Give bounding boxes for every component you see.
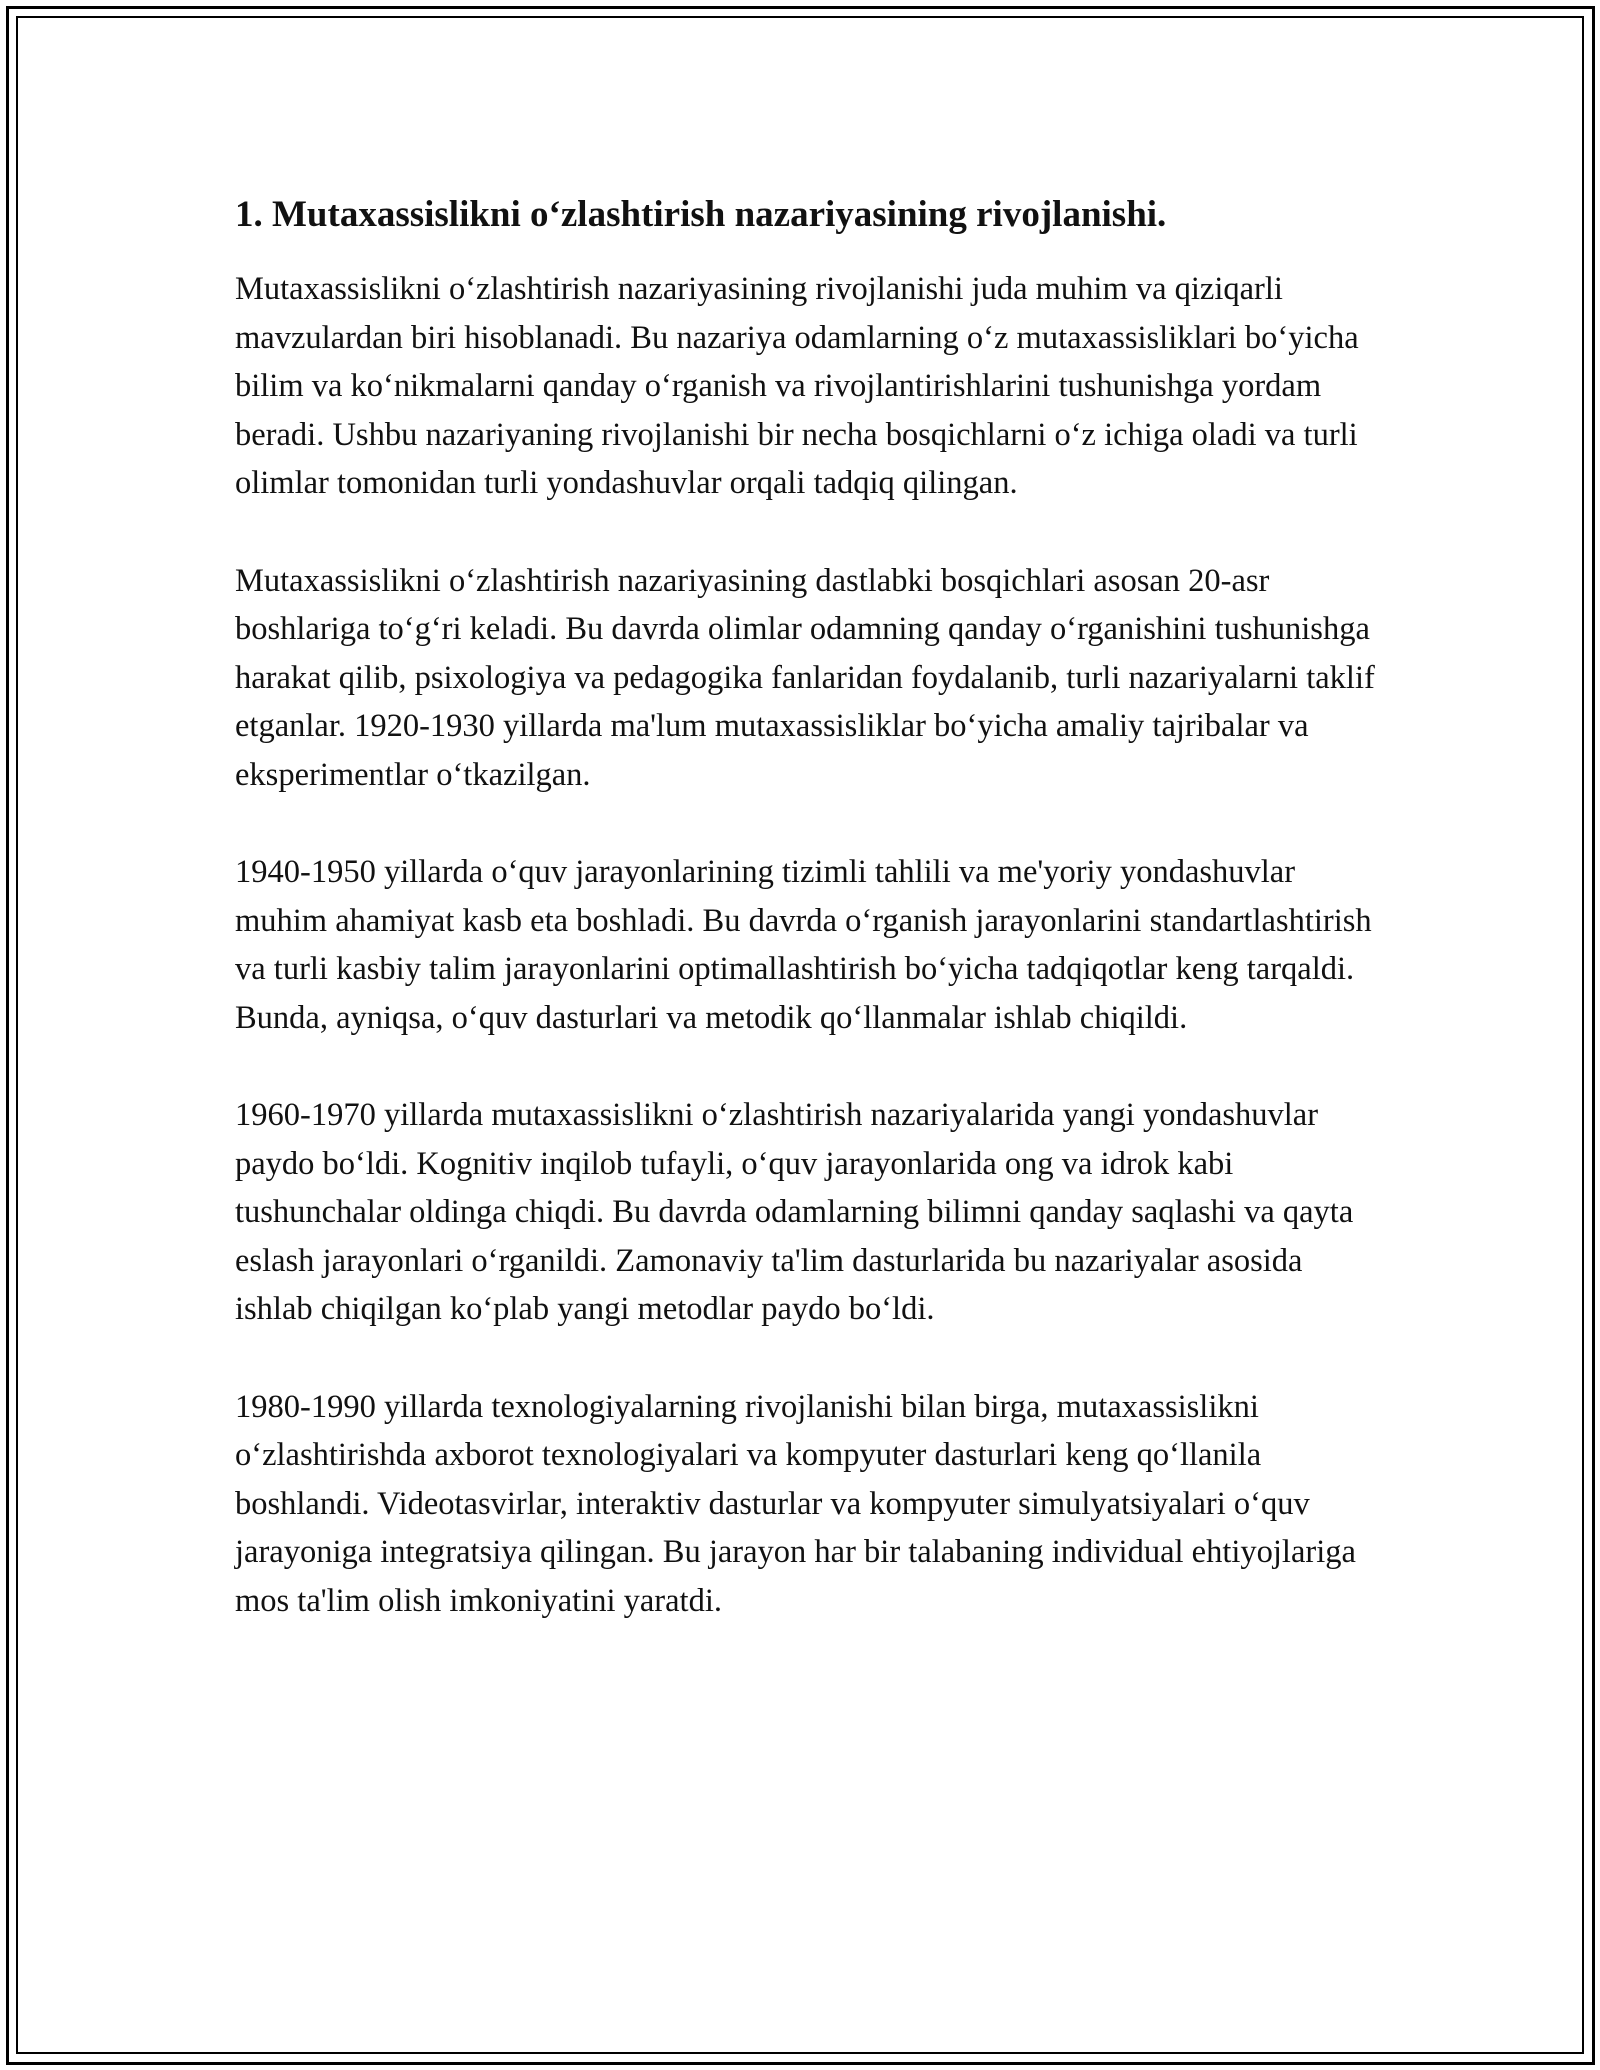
section-title: 1. Mutaxassislikni o‘zlashtirish nazariyasining rivojlanishi.: [235, 194, 1167, 235]
paragraph-1980-1990: 1980-1990 yillarda texnologiyalarning rivojlanishi bilan birga, mutaxassislikni o‘zlashtirishda axborot texnologiyalari va kompyuter dasturlari keng qo‘llanila boshlandi. Videotasvirlar, interaktiv dasturlar va kompyuter simulyatsiyalari o‘quv jarayoniga integratsiya qilingan. Bu jarayon har bir talabaning individual ehtiyojlariga mos ta'lim olish imkoniyatini yaratdi.: [235, 1388, 1356, 1620]
paragraph-1960-1970: 1960-1970 yillarda mutaxassislikni o‘zlashtirish nazariyalarida yangi yondashuvlar paydo bo‘ldi. Kognitiv inqilob tufayli, o‘quv jarayonlarida ong va idrok kabi tushunchalar oldinga chiqdi. Bu davrda odamlarning bilimni qanday saqlashi va qayta eslash jarayonlari o‘rganildi. Zamonaviy ta'lim dasturlarida bu nazariyalar asosida ishlab chiqilgan ko‘plab yangi metodlar paydo bo‘ldi.: [235, 1097, 1354, 1328]
paragraph-intro: Mutaxassislikni o‘zlashtirish nazariyasining rivojlanishi juda muhim va qiziqarli mavzulardan biri hisoblanadi. Bu nazariya odamlarning o‘z mutaxassisliklari bo‘yicha bilim va ko‘nikmalarni qanday o‘rganish va rivojlantirishlarini tushunishga yordam beradi. Ushbu nazariyaning rivojlanishi bir necha bosqichlarni o‘z ichiga oladi va turli olimlar tomonidan turli yondashuvlar orqali tadqiq qilingan.: [235, 271, 1359, 502]
document-body: [235, 185, 1375, 1674]
paragraph-1940-1950: 1940-1950 yillarda o‘quv jarayonlarining tizimli tahlili va me'yoriy yondashuvlar muhim ahamiyat kasb eta boshladi. Bu davrda o‘rganish jarayonlarini standartlashtirish va turli kasbiy talim jarayonlarini optimallashtirish bo‘yicha tadqiqotlar keng tarqaldi. Bunda, ayniqsa, o‘quv dasturlari va metodik qo‘llanmalar ishlab chiqildi.: [235, 854, 1372, 1036]
paragraph-early-stages: Mutaxassislikni o‘zlashtirish nazariyasining dastlabki bosqichlari asosan 20-asr boshlariga to‘g‘ri keladi. Bu davrda olimlar odamning qanday o‘rganishini tushunishga harakat qilib, psixologiya va pedagogika fanlaridan foydalanib, turli nazariyalarni taklif etganlar. 1920-1930 yillarda ma'lum mutaxassisliklar bo‘yicha amaliy tajribalar va eksperimentlar o‘tkazilgan.: [235, 562, 1375, 793]
